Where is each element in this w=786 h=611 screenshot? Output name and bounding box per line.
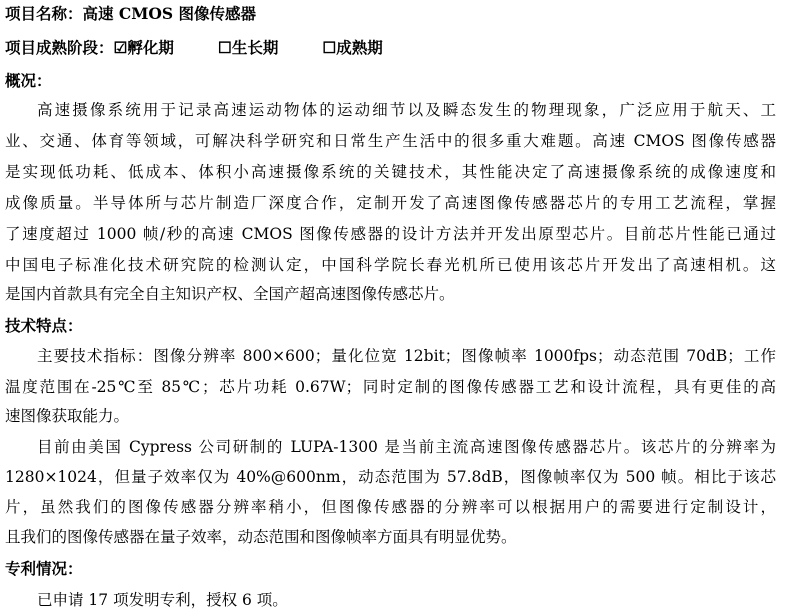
stage-option-mature[interactable]: ☐成熟期: [322, 38, 383, 57]
overview-line: 中国电子标准化技术研究院的检测认定，中国科学院长春光机所已使用该芯片开发出了高速相机。这: [5, 256, 776, 274]
features-line: 速图像获取能力。: [5, 407, 130, 425]
overview-line: 是国内首款具有完全自主知识产权、全国产超高速图像传感芯片。: [5, 285, 455, 303]
features-line: 片，虽然我们的图像传感器分辨率稍小，但图像传感器的分辨率可以根据用户的需要进行定制设计，: [5, 498, 776, 516]
features-line: 1280×1024，但量子效率仅为 40%@600nm，动态范围为 57.8dB，图像帧率仅为 500 帧。相比于该芯: [5, 468, 776, 486]
overview-line: 了速度超过 1000 帧/秒的高速 CMOS 图像传感器的设计方法并开发出原型芯片。目前芯片性能已通过: [5, 225, 776, 243]
features-line: 且我们的图像传感器在量子效率，动态范围和图像帧率方面具有明显优势。: [5, 528, 517, 546]
features-heading: 技术特点：: [5, 316, 83, 335]
overview-line: 高速摄像系统用于记录高速运动物体的运动细节以及瞬态发生的物理现象，广泛应用于航天、工: [37, 101, 776, 119]
project-stage-line: [5, 38, 383, 58]
project-name-line: [5, 4, 256, 24]
overview-line: 业、交通、体育等领域，可解决科学研究和日常生产生活中的很多重大难题。高速 CMOS 图像传感器: [5, 132, 776, 150]
project-stage-label: 项目成熟阶段：: [5, 38, 114, 57]
features-line: 主要技术指标：图像分辨率 800×600；量化位宽 12bit；图像帧率 1000fps；动态范围 70dB；工作: [37, 347, 776, 365]
stage-option-growth[interactable]: ☐生长期: [217, 38, 279, 57]
patents-heading: 专利情况：: [5, 559, 83, 578]
features-line: 温度范围在-25℃至 85℃；芯片功耗 0.67W；同时定制的图像传感器工艺和设计流程，具有更佳的高: [5, 378, 776, 396]
overview-heading: 概况：: [5, 71, 52, 90]
project-name-label: 项目名称：: [5, 4, 83, 23]
overview-line: 是实现低功耗、低成本、体积小高速摄像系统的关键技术，其性能决定了高速摄像系统的成像速度和: [5, 163, 776, 181]
features-line: 目前由美国 Cypress 公司研制的 LUPA-1300 是当前主流高速图像传感器芯片。该芯片的分辨率为: [37, 438, 776, 456]
patents-text: 已申请 17 项发明专利，授权 6 项。: [37, 591, 288, 609]
stage-option-incubation[interactable]: ☑孵化期: [113, 38, 174, 57]
overview-line: 成像质量。半导体所与芯片制造厂深度合作，定制开发了高速图像传感器芯片的专用工艺流程，掌握: [5, 194, 776, 212]
project-name-value: 高速 CMOS 图像传感器: [82, 4, 256, 23]
